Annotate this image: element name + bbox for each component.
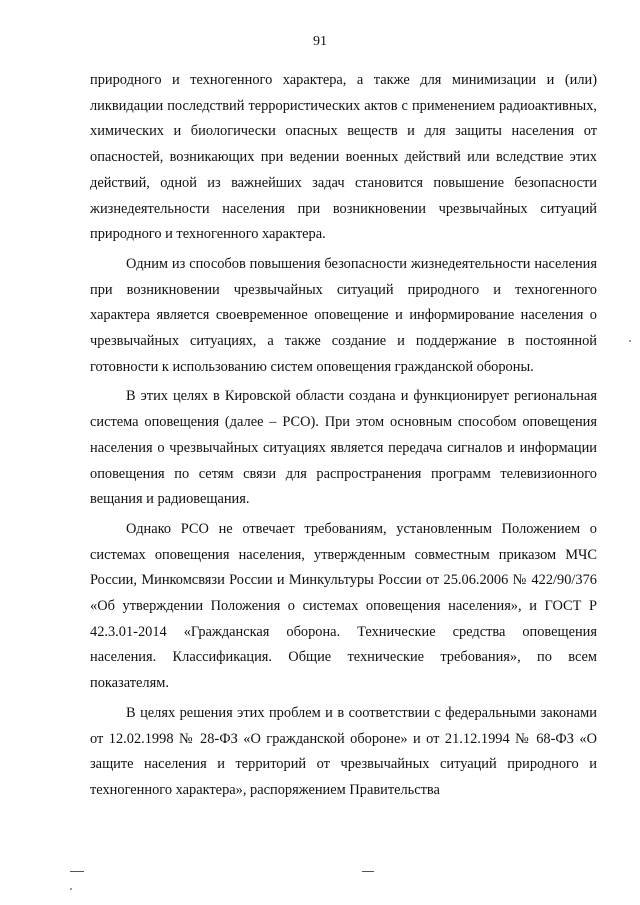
scan-mark-right	[362, 871, 374, 872]
scan-mark-left	[70, 871, 84, 872]
paragraph-5: В целях решения этих проблем и в соответствии с федеральными законами от 12.02.1998 № 28-ФЗ «О гражданской обороне» и от 21.12.1994 № 68-ФЗ «О защите населения и территорий от чрезвычайных ситуаций природного и техногенного характера», распоряжением Правительства	[90, 704, 597, 798]
paragraph-4: Однако РСО не отвечает требованиям, установленным Положением о системах оповещения населения, утвержденным совместным приказом МЧС России, Минкомсвязи России и Минкультуры России от 25.06.2006 № 422/90/376 «Об утверждении Положения о системах оповещения населения», и ГОСТ Р 42.3.01-2014 «Гражданская оборона. Технические средства оповещения населения. Классификация. Общие технические требования», по всем показателям.	[90, 520, 597, 692]
scan-dot	[629, 340, 631, 342]
scan-dot	[70, 888, 72, 890]
paragraph-1: природного и техногенного характера, а также для минимизации и (или) ликвидации последствий террористических актов с применением радиоактивных, химических и биологически опасных веществ и для защиты населения от опасностей, возникающих при ведении военных действий или вследствие этих действий, одной из важнейших задач становится повышение безопасности жизнедеятельности населения при возникновении чрезвычайных ситуаций природного и техногенного характера.	[90, 72, 597, 243]
paragraph-2: Одним из способов повышения безопасности жизнедеятельности населения при возникновении чрезвычайных ситуаций природного и техногенного характера является своевременное оповещение и информирование населения о чрезвычайных ситуациях, а также создание и поддержание в постоянной готовности к использованию систем оповещения гражданской обороны.	[90, 255, 597, 375]
paragraph-3: В этих целях в Кировской области создана и функционирует региональная система оповещения (далее – РСО). При этом основным способом оповещения населения о чрезвычайных ситуациях является передача сигналов и информации оповещения по сетям связи для распространения программ телевизионного вещания и радиовещания.	[90, 388, 597, 508]
body-text	[90, 68, 597, 808]
page-number: 91	[313, 34, 327, 49]
